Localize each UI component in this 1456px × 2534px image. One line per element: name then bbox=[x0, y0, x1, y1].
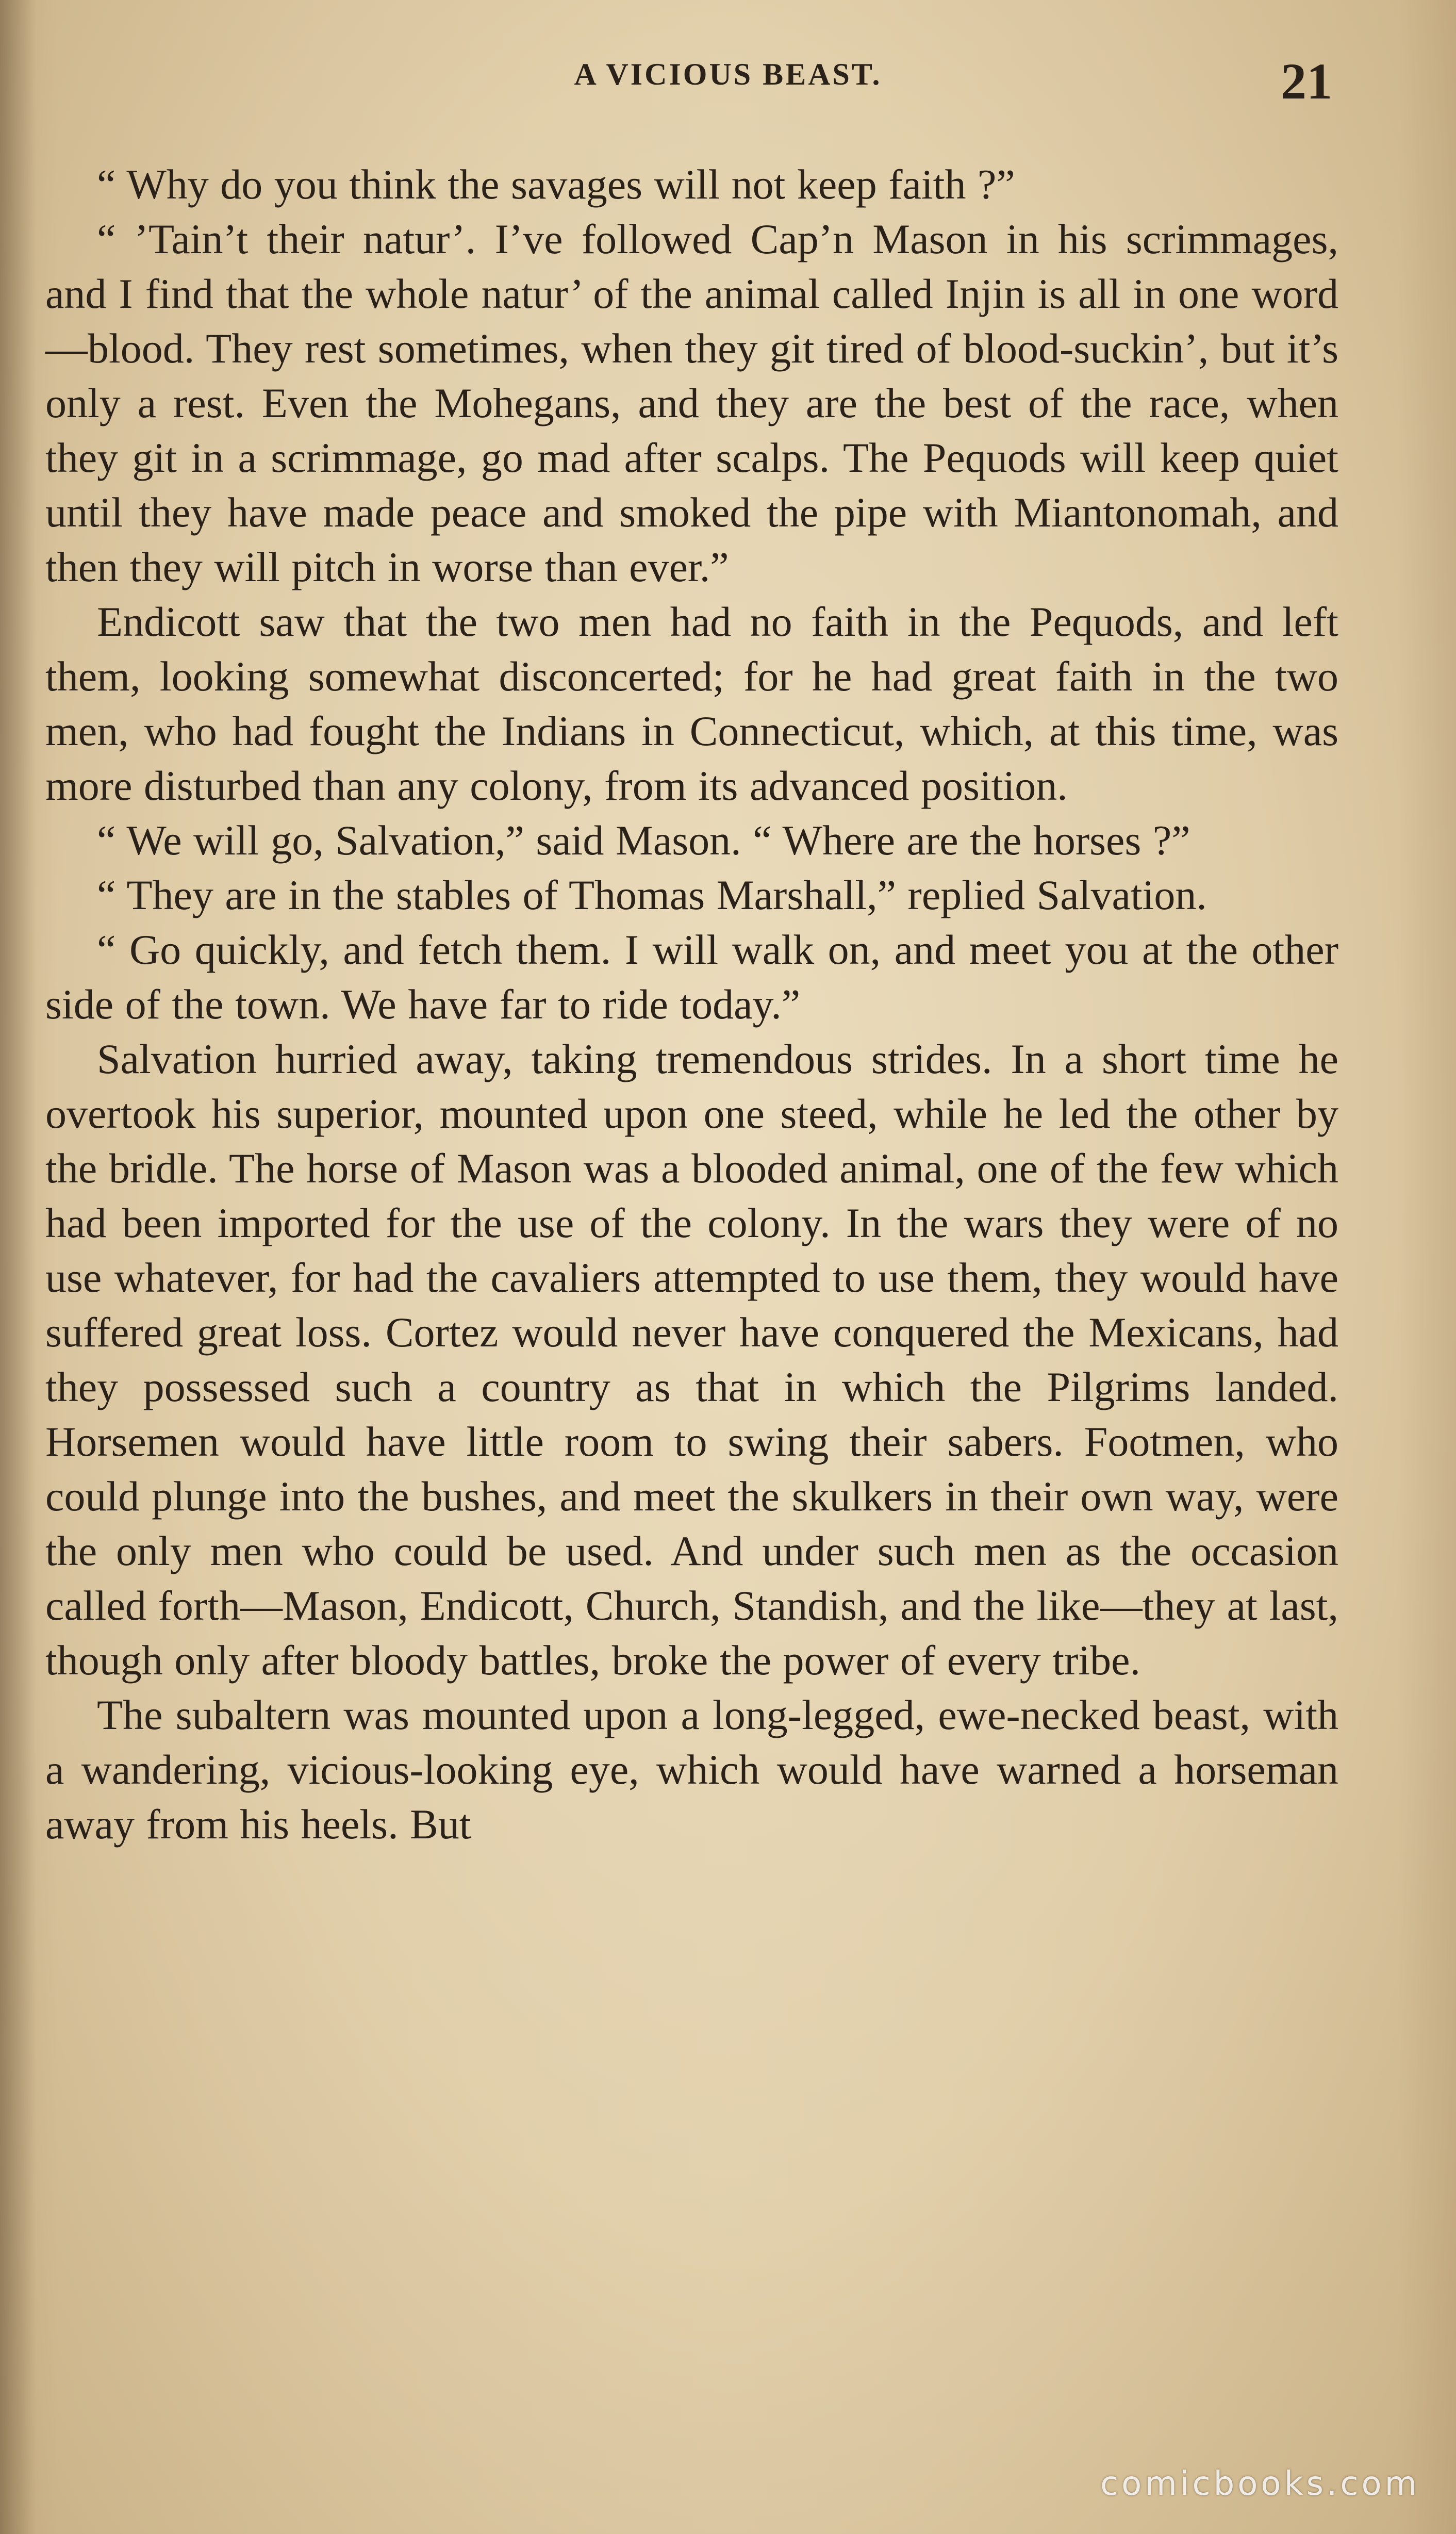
paragraph-1: “ Why do you think the savages will not keep faith ?” bbox=[97, 161, 1015, 208]
paragraph-8: The subaltern was mounted upon a long-legged, ewe-necked beast, with a wandering, vicious-looking eye, which would have warned a horseman away from his heels. But bbox=[45, 1691, 1338, 1848]
body-text bbox=[45, 157, 1338, 1852]
spine-shadow bbox=[0, 0, 36, 2534]
page-number: 21 bbox=[1281, 53, 1332, 110]
paragraph-5: “ They are in the stables of Thomas Marshall,” replied Salvation. bbox=[97, 871, 1207, 918]
paragraph-6: “ Go quickly, and fetch them. I will walk on, and meet you at the other side of the town. We have far to ride today.” bbox=[45, 926, 1338, 1028]
paragraph-2: “ ’Tain’t their natur’. I’ve followed Cap’n Mason in his scrimmages, and I find that the whole natur’ of the animal called Injin is all in one word—blood. They rest sometimes, when they git tired of blood-suckin’, but it’s only a rest. Even the Mohegans, and they are the best of the race, when they git in a scrimmage, go mad after scalps. The Pequods will keep quiet until they have made peace and smoked the pipe with Miantonomah, and then they will pitch in worse than ever.” bbox=[45, 216, 1338, 590]
watermark: comicbooks.com bbox=[1100, 2465, 1420, 2503]
paragraph-7: Salvation hurried away, taking tremendous strides. In a short time he overtook his superior, mounted upon one steed, while he led the other by the bridle. The horse of Mason was a blooded animal, one of the few which had been imported for the use of the colony. In the wars they were of no use whatever, for had the cavaliers attempted to use them, they would have suffered great loss. Cortez would never have conquered the Mexicans, had they possessed such a country as that in which the Pilgrims landed. Horsemen would have little room to swing their sabers. Footmen, who could plunge into the bushes, and meet the skulkers in their own way, were the only men who could be used. And under such men as the occasion called forth—Mason, Endicott, Church, Standish, and the like—they at last, though only after bloody battles, broke the power of every tribe. bbox=[45, 1035, 1338, 1684]
paragraph-3: Endicott saw that the two men had no faith in the Pequods, and left them, looking somewhat disconcerted; for he had great faith in the two men, who had fought the Indians in Connecticut, which, at this time, was more disturbed than any colony, from its advanced position. bbox=[45, 598, 1338, 809]
paragraph-4: “ We will go, Salvation,” said Mason. “ Where are the horses ?” bbox=[97, 817, 1190, 864]
page-header bbox=[0, 52, 1456, 113]
running-head: A VICIOUS BEAST. bbox=[574, 57, 882, 91]
